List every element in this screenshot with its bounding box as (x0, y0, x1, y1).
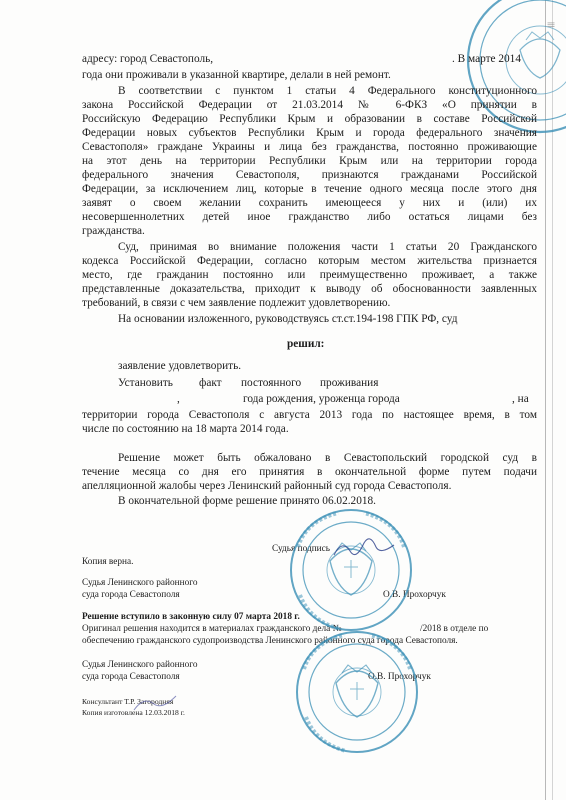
appeal-line-2: течение месяца со дня его принятия в окончательной форме путем подачи (82, 466, 537, 478)
resolution-word-1: Установить (118, 377, 173, 389)
judge-signature-note: Судья подпись (272, 544, 331, 554)
appeal-line-3: апелляционной жалобы через Ленинский районный суд города Севастополя. (82, 480, 452, 492)
line-renovation: года они проживали в указанной квартире, делали в ней ремонт. (82, 69, 391, 81)
p1-line-6: на этот день на территории Республики Крым или на территории города (82, 155, 537, 167)
p3-line: На основании изложенного, руководствуясь ст.ст.194-198 ГПК РФ, суд (118, 313, 458, 325)
final-decision-date: В окончательной форме решение принято 06.02.2018. (118, 495, 376, 507)
resolution-word-4: проживания (320, 377, 379, 389)
consultant-line: Консультант Т.Р. Загородняя (82, 697, 174, 706)
original-location-1: Оригинал решения находится в материалах гражданского дела № (82, 624, 342, 634)
consultant-stamp (130, 692, 180, 718)
judge-name-2: О.В. Прохорчук (368, 672, 431, 682)
resolution-word-2: факт (199, 377, 222, 389)
p1-line-1: В соответствии с пунктом 1 статьи 4 Федерального конституционного (118, 85, 537, 97)
original-location-1b: /2018 в отделе по (420, 624, 489, 634)
judge-name-1: О.В. Прохорчук (383, 590, 446, 600)
line-address-end: . В марте 2014 (452, 53, 521, 65)
p1-line-11: гражданства. (82, 225, 145, 237)
p1-line-8: Федерации, за исключением лиц, которые в течение одного месяца после этого дня (82, 183, 537, 195)
court-name-2: суда города Севастополя (82, 672, 180, 682)
resolution-line-5: числе по состоянию на 18 марта 2014 года. (82, 423, 289, 435)
p1-line-3: Российскую Федерацию Республики Крым и образовании в составе Российской (82, 113, 537, 125)
p2-line-4: представленные доказательства, приходит к выводу об обоснованности заявленных (82, 283, 537, 295)
p1-line-4: Федерации новых субъектов Республики Крым и города федерального значения (82, 127, 537, 139)
copy-made-date: Копия изготовлена 12.03.2018 г. (82, 708, 185, 717)
judge-title-2: Судья Ленинского районного (82, 660, 198, 670)
line-address-start: адресу: город Севастополь, (82, 53, 214, 65)
appeal-line-1: Решение может быть обжаловано в Севастопольский городской суд в (118, 452, 537, 464)
bottom-seal-stamp (292, 627, 422, 757)
p1-line-9: заявят о своем желании сохранить имеющееся у них и (или) их (82, 197, 537, 209)
p2-line-3: место, где гражданин постоянно или преимущественно проживает, а также (82, 269, 537, 281)
court-seal-stamp (286, 505, 416, 635)
resolution-on: , на (512, 393, 529, 405)
p2-line-2: кодекса Российской Федерации, согласно которым местом жительства признается (82, 255, 537, 267)
resolution-line-4: территории города Севастополя с августа 2013 года по настоящее время, в том (82, 409, 537, 421)
p1-line-2: закона Российской Федерации от 21.03.2014 № 6-ФКЗ «О принятии в (82, 99, 537, 111)
judge-title-1: Судья Ленинского районного (82, 578, 198, 588)
court-name-1: суда города Севастополя (82, 590, 180, 600)
p1-line-10: несовершеннолетних детей иное гражданство либо остаться лицами без (82, 211, 537, 223)
decision-heading: решил: (287, 338, 325, 350)
resolution-comma: , (177, 393, 180, 405)
edge-mark-text: ||| (547, 22, 554, 28)
legal-force-notice: Решение вступило в законную силу 07 марта 2018 г. (82, 612, 300, 622)
resolution-word-3: постоянного (241, 377, 302, 389)
p1-line-7: федерального значения Севастополя, признаются гражданами Российской (82, 169, 537, 181)
resolution-line-1: заявление удовлетворить. (118, 360, 242, 372)
p1-line-5: Севастополя» граждане Украины и лица без гражданства, постоянно проживающие (82, 141, 537, 153)
judge-signature (330, 535, 400, 565)
resolution-birth: года рождения, уроженца города (243, 393, 400, 405)
p2-line-5: требований, в связи с чем заявление подлежит удовлетворению. (82, 297, 391, 309)
p2-line-1: Суд, принимая во внимание положения части 1 статьи 20 Гражданского (118, 241, 537, 253)
original-location-2: обеспечению гражданского судопроизводства Ленинского районного суда города Севастополя. (82, 636, 458, 646)
copy-true-label: Копия верна. (82, 557, 134, 567)
